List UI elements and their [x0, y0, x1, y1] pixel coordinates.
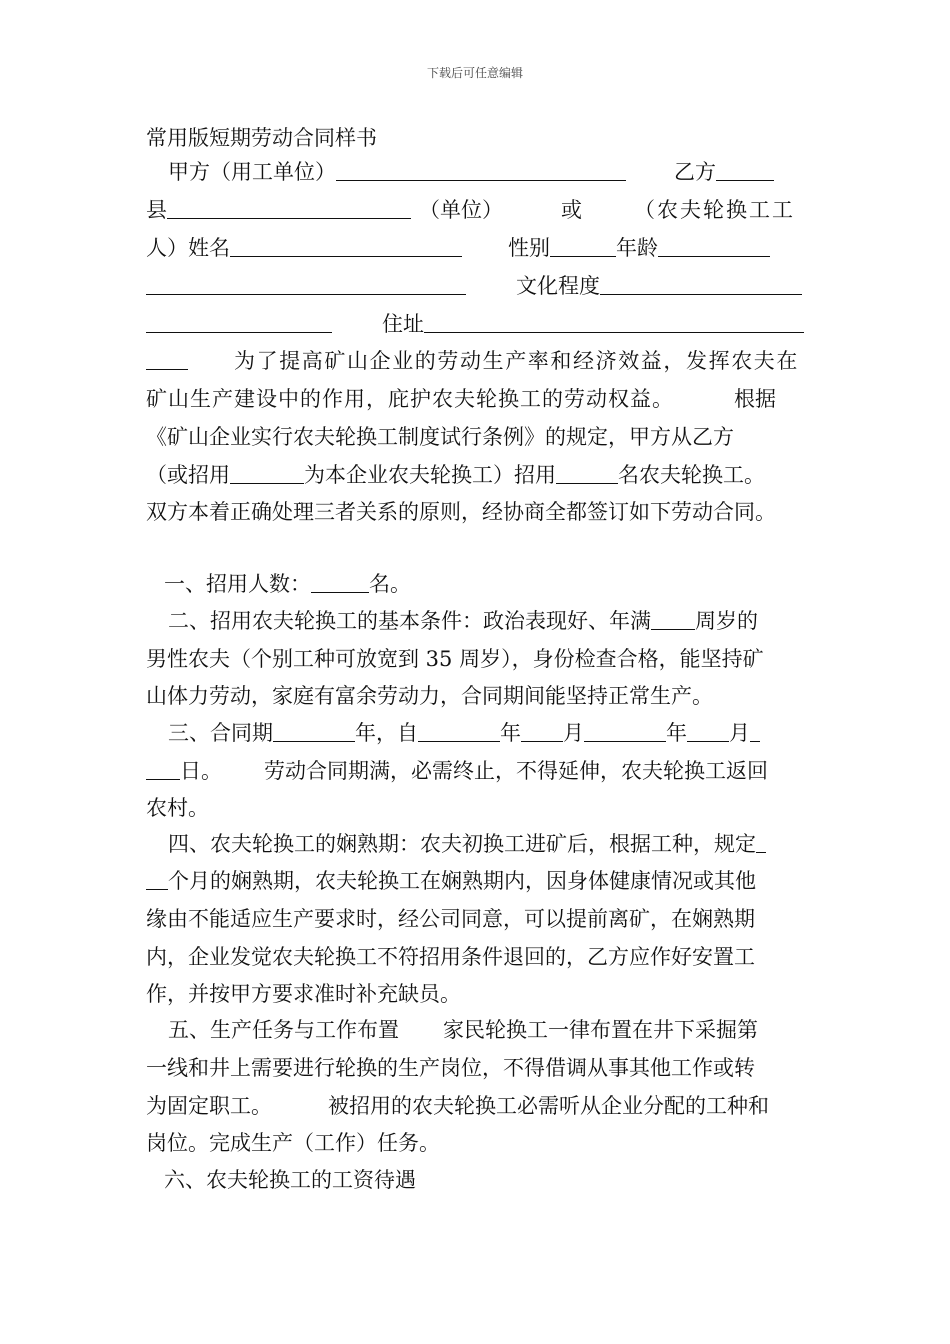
end-year-blank[interactable] [584, 721, 666, 742]
preamble-text-4b: 为本企业农夫轮换工）招用 [304, 463, 556, 487]
probation-blank-b[interactable] [146, 869, 168, 890]
unit-label: （单位） [419, 198, 503, 222]
section-2-text-1b: 周岁的 [695, 609, 758, 633]
section-2-text-1a: 二、招用农夫轮换工的基本条件：政治表现好、年满 [168, 609, 651, 633]
party-line-2 [146, 196, 806, 226]
education-label: 文化程度 [516, 274, 600, 298]
section-4-text-2: 个月的娴熟期，农夫轮换工在娴熟期内，因身体健康情况或其他 [168, 869, 756, 893]
preamble-line-5: 双方本着正确处理三者关系的原则，经协商全都签订如下劳动合同。 [146, 500, 776, 524]
age-blank[interactable] [658, 236, 770, 257]
party-a-blank[interactable] [336, 160, 626, 181]
section-3-year2: 年 [500, 721, 521, 745]
county-label: 县 [146, 198, 167, 222]
section-3-text-2: 劳动合同期满，必需终止，不得延伸，农夫轮换工返回 [264, 759, 768, 783]
party-line-3 [146, 234, 806, 264]
age-label: 年龄 [616, 236, 658, 260]
age-min-blank[interactable] [651, 609, 695, 630]
start-month-blank[interactable] [521, 721, 563, 742]
rotating-worker-label: （农夫轮换工工 [634, 198, 795, 222]
preamble-text-2b: 根据 [734, 387, 776, 411]
preamble-line-1 [146, 347, 806, 377]
section-6-text: 六、农夫轮换工的工资待遇 [164, 1168, 416, 1192]
end-day-blank-b[interactable] [146, 759, 180, 780]
preamble-text-4a: （或招用 [146, 463, 230, 487]
name-blank[interactable] [230, 236, 462, 257]
county-blank[interactable] [167, 198, 411, 219]
section-5-text-3b: 被招用的农夫轮换工必需听从企业分配的工种和 [328, 1094, 769, 1118]
party-line-1 [146, 158, 806, 188]
end-month-blank[interactable] [687, 721, 729, 742]
party-a-label: 甲方（用工单位） [168, 160, 336, 184]
preamble-line-2 [146, 385, 806, 415]
probation-blank-a[interactable] [756, 832, 766, 853]
section-3-month1: 月 [563, 721, 584, 745]
section-3-line-1 [146, 719, 806, 749]
section-6-heading [146, 1166, 806, 1196]
or-label: 或 [561, 198, 582, 222]
party-line-5 [146, 310, 806, 340]
end-day-blank-a[interactable] [750, 721, 760, 742]
term-blank[interactable] [273, 721, 355, 742]
preamble-line-3: 《矿山企业实行农夫轮换工制度试行条例》的规定，甲方从乙方 [146, 425, 734, 449]
section-5-text-1b: 家民轮换工一律布置在井下采掘第 [443, 1018, 758, 1042]
section-4-line-1 [146, 830, 806, 860]
page-header: 下载后可任意编辑 [426, 66, 523, 80]
start-year-blank[interactable] [418, 721, 500, 742]
section-4-text-1: 四、农夫轮换工的娴熟期：农夫初换工进矿后，根据工种，规定 [168, 832, 756, 856]
extra-blank-2[interactable] [146, 312, 332, 333]
section-3-line-2 [146, 757, 806, 787]
section-4-line-2 [146, 867, 806, 897]
education-blank[interactable] [600, 274, 802, 295]
section-5-line-1 [146, 1016, 806, 1046]
preamble-text-1: 为了提高矿山企业的劳动生产率和经济效益，发挥农夫在 [234, 349, 799, 373]
section-3-month2: 月 [729, 721, 750, 745]
section-1 [146, 570, 806, 600]
section-1-unit: 名。 [369, 572, 411, 596]
section-5-line-4: 岗位。完成生产（工作）任务。 [146, 1131, 440, 1155]
section-2-line-2: 男性农夫（个别工种可放宽到 35 周岁），身份检查合格，能坚持矿 [146, 647, 764, 671]
section-3-year1: 年，自 [355, 721, 418, 745]
address-label: 住址 [382, 312, 424, 336]
section-3-day: 日。 [180, 759, 222, 783]
preamble-text-2a: 矿山生产建设中的作用，庇护农夫轮换工的劳动权益。 [146, 387, 674, 411]
address-blank[interactable] [424, 312, 804, 333]
name-label: 人）姓名 [146, 236, 230, 260]
section-1-text: 一、招用人数： [164, 572, 311, 596]
document-title: 常用版短期劳动合同样书 [146, 126, 377, 150]
headcount-blank[interactable] [311, 572, 369, 593]
recruit-count-blank[interactable] [556, 463, 618, 484]
section-5-line-2: 一线和井上需要进行轮换的生产岗位，不得借调从事其他工作或转 [146, 1056, 755, 1080]
section-5-text-3a: 为固定职工。 [146, 1094, 272, 1118]
section-5-line-3 [146, 1092, 806, 1122]
section-5-text-1a: 五、生产任务与工作布置 [168, 1018, 399, 1042]
recruit-source-blank[interactable] [230, 463, 304, 484]
section-4-line-4: 内，企业发觉农夫轮换工不符招用条件退回的，乙方应作好安置工 [146, 945, 755, 969]
address-blank-cont[interactable] [146, 349, 188, 370]
section-2-line-1 [146, 607, 806, 637]
section-2-line-3: 山体力劳动，家庭有富余劳动力，合同期间能坚持正常生产。 [146, 684, 713, 708]
extra-blank[interactable] [146, 274, 466, 295]
preamble-text-4c: 名农夫轮换工。 [618, 463, 765, 487]
party-b-blank[interactable] [716, 160, 774, 181]
section-3-text-a: 三、合同期 [168, 721, 273, 745]
section-3-year3: 年 [666, 721, 687, 745]
party-b-label: 乙方 [674, 160, 716, 184]
section-4-line-5: 作，并按甲方要求准时补充缺员。 [146, 982, 461, 1006]
gender-blank[interactable] [550, 236, 616, 257]
party-line-4 [146, 272, 806, 302]
section-3-line-3: 农村。 [146, 796, 209, 820]
gender-label: 性别 [508, 236, 550, 260]
preamble-line-4 [146, 461, 806, 491]
section-4-line-3: 缘由不能适应生产要求时，经公司同意，可以提前离矿，在娴熟期 [146, 907, 755, 931]
